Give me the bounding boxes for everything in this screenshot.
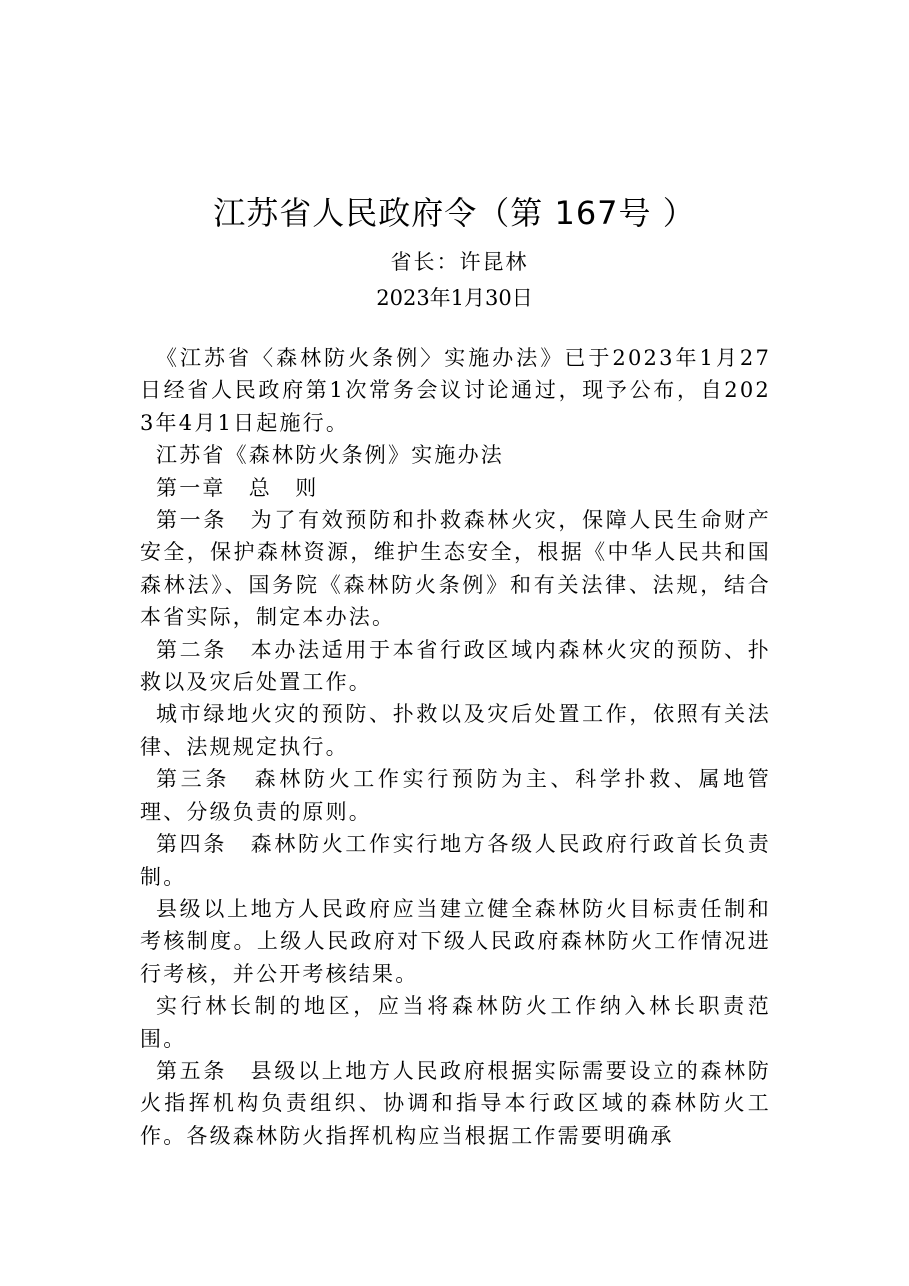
paragraph-chapter-heading: 第一章 总 则 xyxy=(156,475,319,500)
paragraph-measures-title: 江苏省《森林防火条例》实施办法 xyxy=(156,443,504,468)
paragraph-article-4-clause-2: 县级以上地方人民政府应当建立健全森林防火目标责任制和考核制度。上级人民政府对下级人民政府森林防火工作情况进行考核，并公开考核结果。 xyxy=(140,896,771,986)
paragraph-article-5: 第五条 县级以上地方人民政府根据实际需要设立的森林防火指挥机构负责组织、协调和指导本行政区域的森林防火工作。各级森林防火指挥机构应当根据工作需要明确承 xyxy=(140,1058,771,1148)
paragraph-announcement: 《江苏省〈森林防火条例〉实施办法》已于2023年1月27日经省人民政府第1次常务会议讨论通过，现予公布，自2023年4月1日起施行。 xyxy=(140,346,771,435)
paragraph-article-4: 第四条 森林防火工作实行地方各级人民政府行政首长负责制。 xyxy=(140,832,771,889)
paragraph-article-2: 第二条 本办法适用于本省行政区域内森林火灾的预防、扑救以及灾后处置工作。 xyxy=(140,637,771,695)
document-body xyxy=(140,342,771,1152)
paragraph-article-4-clause-3: 实行林长制的地区，应当将森林防火工作纳入林长职责范围。 xyxy=(140,994,771,1051)
document-title: 江苏省人民政府令（第 167号 ） xyxy=(213,194,696,232)
paragraph-article-3: 第三条 森林防火工作实行预防为主、科学扑救、属地管理、分级负责的原则。 xyxy=(140,767,771,824)
paragraph-article-1: 第一条 为了有效预防和扑救森林火灾，保障人民生命财产安全，保护森林资源，维护生态安全，根据《中华人民共和国森林法》、国务院《森林防火条例》和有关法律、法规，结合本省实际，制定本办法。 xyxy=(140,508,771,630)
signer-line: 省长：许昆林 xyxy=(390,250,529,274)
paragraph-article-2-clause-2: 城市绿地火灾的预防、扑救以及灾后处置工作，依照有关法律、法规规定执行。 xyxy=(140,702,771,759)
issue-date: 2023年1月30日 xyxy=(376,286,533,310)
